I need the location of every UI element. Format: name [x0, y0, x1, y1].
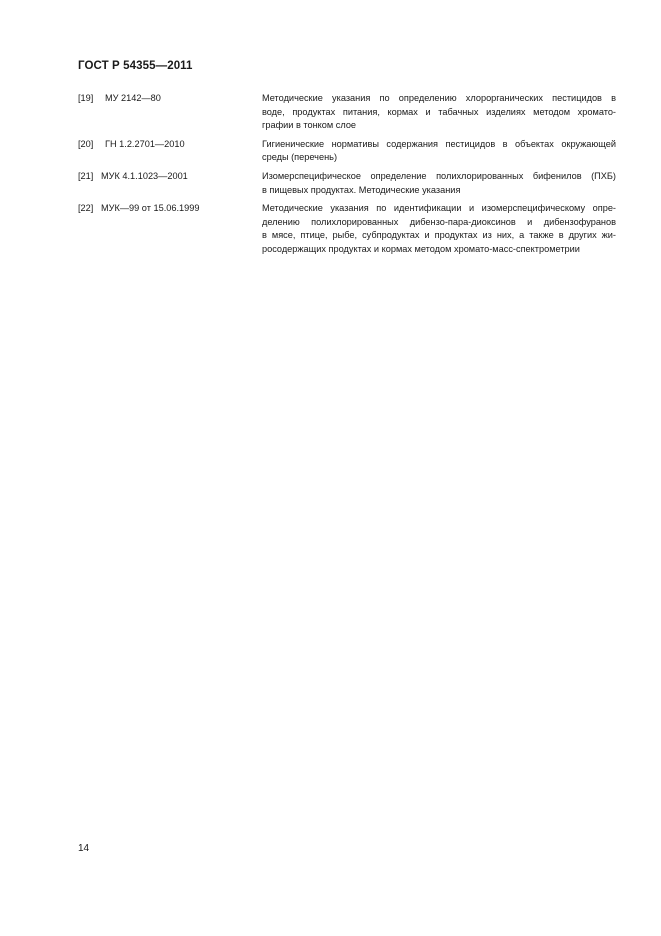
- reference-title: [262, 92, 616, 133]
- reference-item: [78, 202, 618, 256]
- reference-number: [21]: [78, 170, 94, 181]
- reference-number: [20]: [78, 138, 94, 149]
- reference-title-line: Методические указания по определению хлорорганических пестицидов в: [262, 93, 616, 103]
- reference-title: [262, 202, 616, 256]
- references-list: [78, 92, 618, 257]
- reference-title-line: Методические указания по идентификации и изомерспецифическому опре-: [262, 203, 616, 214]
- reference-title-line: Гигиенические нормативы содержания пестицидов в объектах окружающей: [262, 138, 616, 149]
- reference-title-line: в мясе, птице, рыбе, субпродуктах и продуктах из них, а также в других жи-: [262, 230, 616, 241]
- document-header: ГОСТ Р 54355—2011: [78, 60, 193, 72]
- reference-item: [78, 92, 618, 133]
- reference-item: [78, 138, 618, 165]
- reference-title: [262, 138, 616, 165]
- reference-title-line: Изомерспецифическое определение полихлорированных бифенилов (ПХБ): [262, 170, 616, 181]
- reference-code: ГН 1.2.2701—2010: [105, 138, 185, 149]
- reference-title: [262, 170, 616, 197]
- reference-number: [19]: [78, 93, 94, 103]
- reference-number: [22]: [78, 203, 94, 214]
- reference-title-line: делению полихлорированных дибензо-пара-диоксинов и дибензофуранов: [262, 216, 616, 227]
- reference-title-line: графии в тонком слое: [262, 120, 357, 131]
- reference-title-line: среды (перечень): [262, 152, 338, 163]
- reference-code: МУ 2142—80: [105, 93, 161, 103]
- reference-code: МУК 4.1.1023—2001: [101, 170, 188, 181]
- page-number: 14: [78, 843, 90, 854]
- reference-title-line: воде, продуктах питания, кормах и табачных изделиях методом хромато-: [262, 106, 616, 117]
- reference-title-line: росодержащих продуктах и кормах методом хромато-масс-спектрометрии: [262, 243, 580, 254]
- reference-code: МУК—99 от 15.06.1999: [101, 203, 200, 214]
- reference-item: [78, 170, 618, 197]
- reference-title-line: в пищевых продуктах. Методические указания: [262, 184, 461, 195]
